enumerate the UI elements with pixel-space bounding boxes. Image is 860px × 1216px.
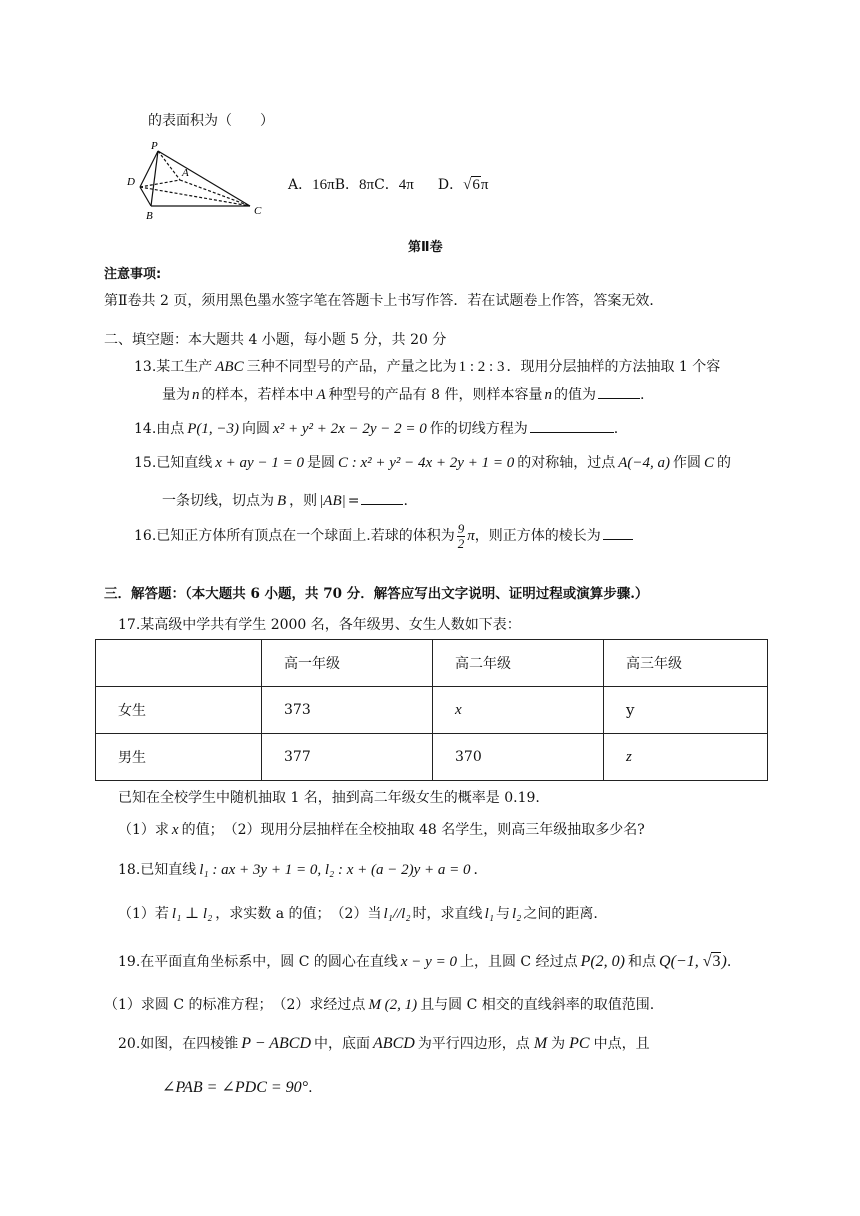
q13-n2: n — [544, 387, 552, 403]
q12-options: A．16πB．8πC．4π D．√6π — [288, 177, 489, 193]
q15-equals: = — [347, 493, 360, 509]
q18-sub-text-a: （1）若 — [118, 906, 169, 922]
q19-end: . — [726, 954, 732, 970]
q15-point: A(−4, a) — [618, 455, 670, 471]
q15-text-c: 的对称轴，过点 — [517, 455, 616, 471]
q13-n: n — [192, 387, 200, 403]
q19-point-m: M (2, 1) — [368, 997, 418, 1013]
q20-text-a: 20.如图，在四棱锥 — [118, 1036, 239, 1052]
fill-heading: 二、填空题：本大题共 4 小题，每小题 5 分，共 20 分 — [104, 332, 447, 348]
q15-text-a: 15.已知直线 — [134, 455, 213, 471]
q13-abc: ABC — [215, 359, 244, 375]
q14-end: . — [613, 421, 619, 437]
q20-segment-pc: PC — [569, 1035, 590, 1052]
grade-gender-table — [95, 639, 768, 781]
q20-angle: ∠PAB = ∠PDC = 90° — [162, 1079, 309, 1096]
q19-point-q-radicand: 3 — [712, 953, 721, 970]
option-a-label: A． — [288, 177, 313, 193]
q15-text-f: 一条切线，切点为 — [162, 493, 274, 509]
q17-sub-text-b: 的值； （2）现用分层抽样在全校抽取 48 名学生，则高三年级抽取多少名? — [181, 822, 645, 838]
fig-label-c: C — [254, 205, 262, 217]
pyramid-figure — [118, 138, 270, 222]
q19-point-q: Q(−1, √3) — [659, 953, 727, 970]
q15-line-eq: x + ay − 1 = 0 — [215, 455, 304, 471]
table-cell: y — [604, 687, 768, 734]
q20-text-e: 中点，且 — [593, 1036, 650, 1052]
q15-text-d: 作圆 — [672, 455, 701, 471]
q18-sub-text-d: 与 — [495, 906, 510, 922]
q19-text-b: 上，且圆 C 经过点 — [459, 954, 578, 970]
table-row — [96, 734, 768, 781]
q18-sub-text-b: ，求实数 a 的值； （2）当 — [215, 906, 382, 922]
q14-circle-eq: x² + y² + 2x − 2y − 2 = 0 — [273, 421, 427, 437]
q15-point-b: B — [277, 493, 287, 509]
q18-line — [118, 859, 488, 879]
option-b-value: 8π — [359, 177, 375, 193]
notice-text: 第Ⅱ卷共 2 页，须用黑色墨水签字笔在答题卡上书写作答．若在试题卷上作答，答案无效． — [104, 293, 664, 309]
q13-line2 — [162, 384, 644, 404]
q17-after: 已知在全校学生中随机抽取 1 名，抽到高二年级女生的概率是 0.19. — [118, 790, 540, 806]
solve-heading: 三．解答题：（本大题共 6 小题，共 70 分．解答应写出文字说明、证明过程或演算步骤.） — [104, 586, 649, 602]
q18-l2: l₂ — [511, 906, 522, 922]
option-d-radicand: 6 — [472, 177, 480, 193]
q20-line — [118, 1033, 650, 1053]
q17-sub-text-a: （1）求 — [118, 822, 169, 838]
q14-point: P(1, −3) — [187, 421, 240, 437]
q20-base: ABCD — [373, 1035, 415, 1052]
q19-sub — [104, 994, 654, 1014]
option-b-label: B． — [334, 177, 359, 193]
q14-text-a: 14.由点 — [134, 421, 185, 437]
q13-text-b: 三种不同型号的产品，产量之比为 — [246, 359, 457, 375]
q19-point-p: P(2, 0) — [580, 953, 626, 970]
q16-denominator: 2 — [457, 535, 465, 551]
table-row — [96, 687, 768, 734]
q13-a-var: A — [316, 387, 326, 403]
q15-end: . — [403, 493, 408, 509]
q13-text-d: 量为 — [162, 387, 190, 403]
q20-angle-line — [162, 1077, 313, 1097]
q17-sub — [118, 819, 645, 839]
q20-text-d: 为 — [551, 1036, 566, 1052]
q15-text-b: 是圆 — [306, 455, 335, 471]
q18-sub-text-e: 之间的距离. — [523, 906, 598, 922]
table-cell: 373 — [262, 687, 433, 734]
table-header-cell — [96, 640, 262, 687]
q17-sub-x: x — [171, 822, 179, 838]
table-cell: 女生 — [96, 687, 262, 734]
table-cell: z — [604, 734, 768, 781]
q16-fraction — [457, 522, 466, 550]
fig-label-b: B — [146, 210, 153, 222]
q13-answer-blank[interactable] — [598, 397, 640, 399]
q20-pyramid: P − ABCD — [241, 1035, 312, 1052]
table-cell: 男生 — [96, 734, 262, 781]
q18-text-a: 18.已知直线 — [118, 862, 197, 878]
q16-pi: π — [467, 528, 475, 545]
q16-text-a: 16.已知正方体所有顶点在一个球面上.若球的体积为 — [134, 528, 455, 545]
q14-text-c: 作的切线方程为 — [429, 421, 528, 437]
q19-text-c: 和点 — [628, 954, 657, 970]
q15-line1 — [134, 452, 731, 472]
q15-abs-ab: |AB| — [319, 493, 346, 509]
option-c-label: C． — [374, 177, 399, 193]
table-header-cell: 高二年级 — [433, 640, 604, 687]
fig-label-d: D — [127, 176, 135, 188]
q15-text-e: 的 — [717, 455, 731, 471]
option-c-value: 4π — [398, 177, 414, 193]
q16-numerator: 9 — [457, 521, 465, 536]
q18-parallel: l₁//l₂ — [383, 906, 411, 922]
q16-line — [134, 522, 633, 550]
q15-circle-eq: C : x² + y² − 4x + 2y + 1 = 0 — [337, 455, 515, 471]
q18-perp: l₁ ⊥ l₂ — [171, 906, 213, 922]
notice-heading: 注意事项: — [104, 267, 162, 282]
table-cell: 370 — [433, 734, 604, 781]
q15-answer-blank[interactable] — [361, 503, 403, 505]
fig-label-p: P — [151, 140, 158, 152]
option-d-label: D． — [437, 177, 464, 193]
q18-sub — [118, 903, 598, 923]
q12-tail: 的表面积为（ ） — [148, 113, 274, 129]
q20-text-c: 为平行四边形，点 — [417, 1036, 530, 1052]
q14-answer-blank[interactable] — [530, 431, 614, 433]
table-header-cell: 高三年级 — [604, 640, 768, 687]
q19-center-line: x − y = 0 — [400, 954, 457, 970]
q13-text-c: ．现用分层抽样的方法抽取 1 个容 — [506, 359, 721, 375]
q15-line2 — [162, 490, 408, 510]
q18-line-eqs: l₁ : ax + 3y + 1 = 0, l₂ : x + (a − 2)y + a = 0 — [199, 862, 471, 878]
q14-text-b: 向圆 — [242, 421, 271, 437]
q13-end: . — [639, 387, 645, 403]
option-a-value: 16π — [312, 177, 335, 193]
q20-point-m: M — [533, 1035, 548, 1052]
table-header-cell: 高一年级 — [262, 640, 433, 687]
q18-end: ． — [473, 862, 488, 878]
q13-text-a: 13.某工生产 — [134, 359, 213, 375]
q19-point-q-prefix: Q(−1, — [659, 953, 703, 970]
q18-l1: l₁ — [484, 906, 494, 922]
q20-text-b: 中，底面 — [314, 1036, 371, 1052]
q19-point-q-suffix: ) — [721, 953, 727, 970]
q13-text-f: 种型号的产品有 8 件，则样本容量 — [328, 387, 543, 403]
q14-line — [134, 418, 618, 438]
q20-end: . — [308, 1080, 313, 1096]
q16-text-b: ，则正方体的棱长为 — [474, 528, 601, 545]
q19-text-a: 19.在平面直角坐标系中，圆 C 的圆心在直线 — [118, 954, 398, 970]
q13-text-e: 的样本，若样本中 — [201, 387, 314, 403]
table-cell: x — [433, 687, 604, 734]
q19-sub-text-a: （1）求圆 C 的标准方程； （2）求经过点 — [104, 997, 366, 1013]
q19-sub-text-b: 且与圆 C 相交的直线斜率的取值范围. — [420, 997, 655, 1013]
part-two-title: 第Ⅱ卷 — [408, 240, 443, 255]
q16-answer-blank[interactable] — [603, 538, 633, 540]
q18-sub-text-c: 时，求直线 — [412, 906, 483, 922]
fig-label-a: A — [182, 167, 189, 179]
option-d-suffix: π — [480, 177, 489, 193]
q17-intro: 17.某高级中学共有学生 2000 名，各年级男、女生人数如下表： — [118, 617, 521, 633]
q13-line1 — [134, 356, 720, 376]
q13-text-g: 的值为 — [553, 387, 596, 403]
q15-circle-c: C — [703, 455, 714, 471]
q13-ratio: 1 : 2 : 3 — [458, 359, 505, 375]
table-cell: 377 — [262, 734, 433, 781]
q15-text-g: ，则 — [289, 493, 318, 509]
q19-line — [118, 951, 731, 971]
table-header-row — [96, 640, 768, 687]
